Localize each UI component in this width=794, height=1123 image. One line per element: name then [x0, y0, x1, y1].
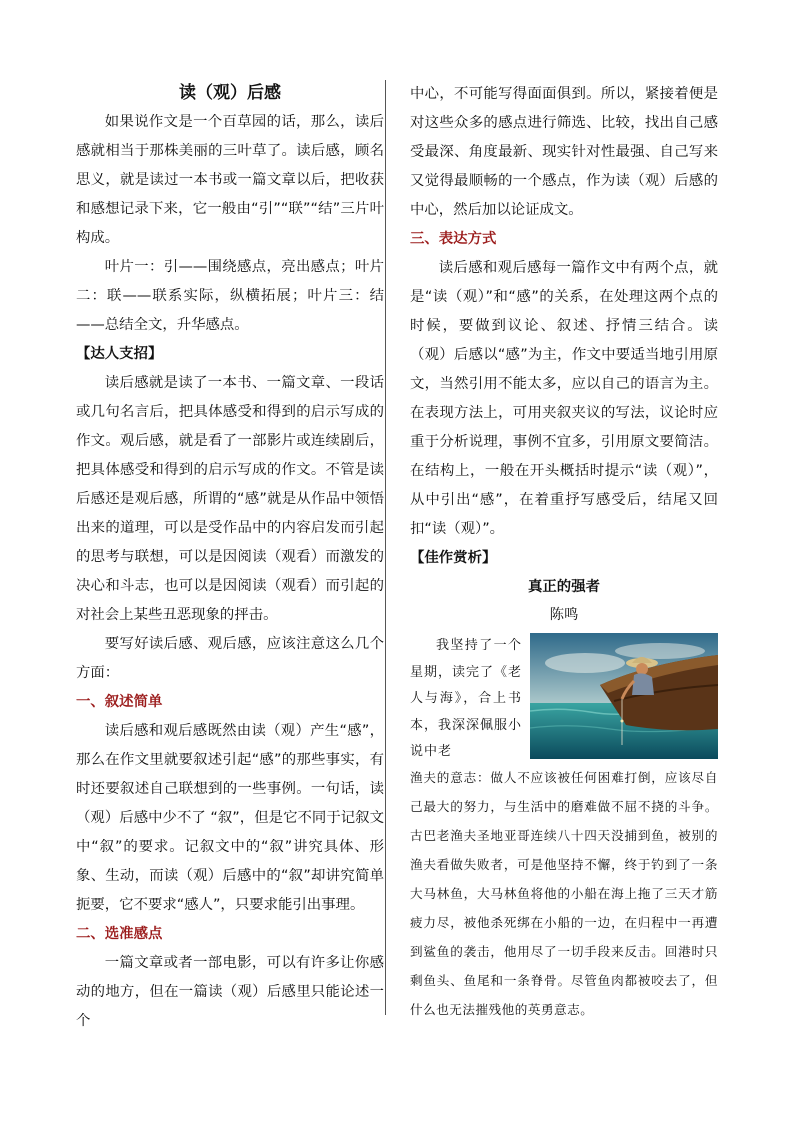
tips-paragraph-1: 读后感就是读了一本书、一篇文章、一段话或几句名言后，把具体感受和得到的启示写成的作文。观后感，就是看了一部影片或连续剧后，把具体感受和得到的启示写成的作文。不管是读后感还是观后感，所谓的“感”就是从作品中领悟出来的道理，可以是受作品中的内容启发而引起的思考与联想，可以是因阅读（观看）而激发的决心和斗志，也可以是因阅读（观看）而引起的对社会上某些丑恶现象的抨击。 [76, 375, 384, 623]
column-divider [385, 80, 386, 1015]
essay-title: 真正的强者 [528, 579, 600, 595]
essay-side-text-wrap [410, 633, 522, 766]
section-3-heading: 三、表达方式 [410, 231, 497, 247]
old-man-fishing-illustration [530, 633, 718, 759]
intro-paragraph: 如果说作文是一个百草园的话，那么，读后感就相当于那株美丽的三叶草了。读后感，顾名思义，就是读过一本书或一篇文章以后，把收获和感想记录下来，它一般由“引”“联”“结”三片叶构成。 [76, 114, 384, 246]
appreciation-heading: 【佳作赏析】 [410, 550, 497, 566]
essay-side-text: 我坚持了一个星期，读完了《老人与海》，合上书本，我深深佩服小说中老 [410, 638, 523, 759]
section-2-heading: 二、选准感点 [76, 926, 163, 942]
section-2-continued: 中心，不可能写得面面俱到。所以，紧接着便是对这些众多的感点进行筛选、比较，找出自己感受最深、角度最新、现实针对性最强、自己写来又觉得最顺畅的一个感点，作为读（观）后感的中心，然后加以论证成文。 [410, 86, 718, 218]
essay-body-text: 渔夫的意志：做人不应该被任何困难打倒，应该尽自己最大的努力，与生活中的磨难做不屈不挠的斗争。古巴老渔夫圣地亚哥连续八十四天没捕到鱼，被别的渔夫看做失败者，可是他坚持不懈，终于钓到了一条大马林鱼，大马林鱼将他的小船在海上拖了三天才筋疲力尽，被他杀死绑在小船的一边，在归程中一再遭到鲨鱼的袭击，他用尽了一切手段来反击。回港时只剩鱼头、鱼尾和一条脊骨。尽管鱼肉都被咬去了，但什么也无法摧残他的英勇意志。 [410, 770, 718, 1017]
tips-heading: 【达人支招】 [76, 346, 163, 362]
section-1-heading: 一、叙述简单 [76, 694, 163, 710]
essay-author: 陈鸣 [549, 607, 579, 623]
section-1-text: 读后感和观后感既然由读（观）产生“感”，那么在作文里就要叙述引起“感”的那些事实，有时还要叙述自己联想到的一些事例。一句话，读（观）后感中少不了 “叙”，但是它不同于记叙文中“叙”的要求。记叙文中的“叙”讲究具体、形象、生动，而读（观）后感中的“叙”却讲究简单扼要，它不要求“感人”，只要求能引出事理。 [76, 723, 384, 913]
tips-paragraph-2: 要写好读后感、观后感，应该注意这么几个方面： [76, 636, 384, 681]
right-column [410, 80, 718, 1024]
section-2-text: 一篇文章或者一部电影，可以有许多让你感动的地方，但在一篇读（观）后感里只能论述一个 [76, 955, 384, 1029]
leaves-paragraph: 叶片一：引——围绕感点，亮出感点；叶片二：联——联系实际，纵横拓展；叶片三：结——总结全文，升华感点。 [76, 259, 384, 333]
left-column [76, 80, 384, 1036]
section-3-text: 读后感和观后感每一篇作文中有两个点，就是“读（观）”和“感”的关系，在处理这两个点的时候，要做到议论、叙述、抒情三结合。读（观）后感以“感”为主，作文中要适当地引用原文，当然引用不能太多，应以自己的语言为主。在表现方法上，可用夹叙夹议的写法，议论时应重于分析说理，事例不宜多，引用原文要简洁。在结构上，一般在开头概括时提示“读（观）”，从中引出“感”，在着重抒写感受后，结尾又回扣“读（观）”。 [410, 260, 718, 537]
essay-intro-block [410, 633, 718, 763]
essay-body-wrap [410, 763, 718, 1024]
page-title: 读（观）后感 [179, 83, 281, 103]
